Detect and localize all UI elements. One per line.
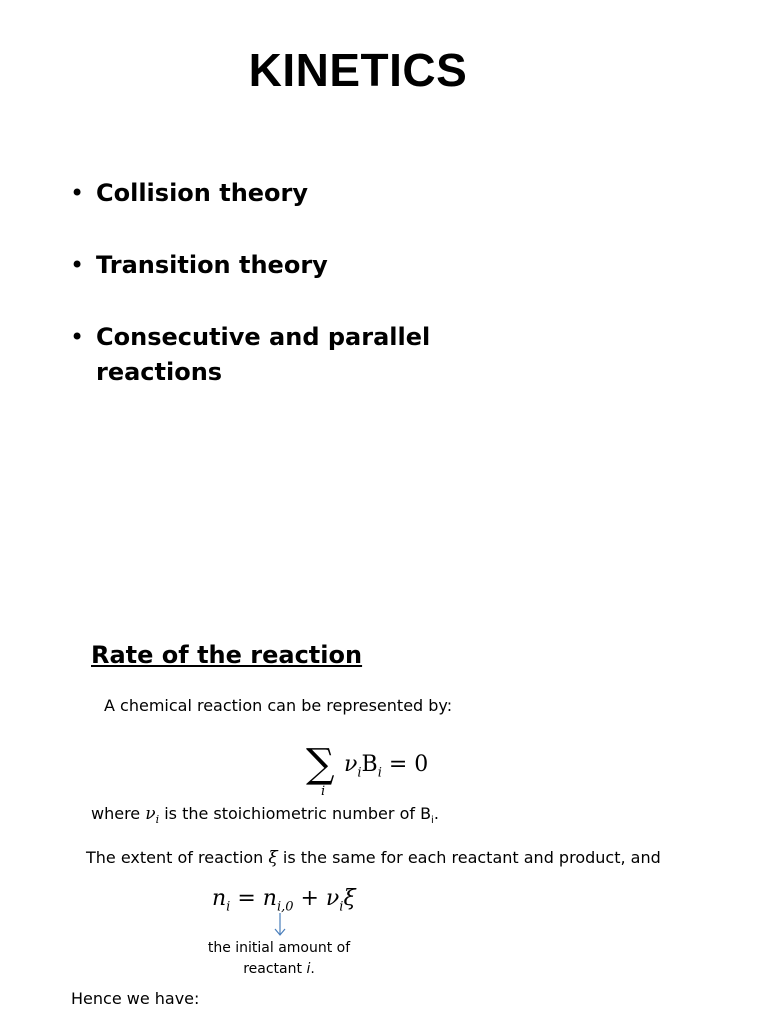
nu-subscript: i: [155, 813, 160, 827]
bullet-marker: •: [70, 251, 85, 279]
extent-text: [86, 848, 661, 868]
where-text: [91, 804, 439, 831]
reaction-equation: [306, 741, 446, 802]
arrow-down-icon: [273, 912, 287, 938]
bullet-marker: •: [70, 323, 85, 351]
equation-terms: [344, 752, 428, 780]
list-item-label: Collision theory: [96, 179, 309, 207]
list-item-transition-theory: [70, 248, 490, 283]
note-variable: i: [306, 961, 311, 977]
note-line-2-prefix: reactant: [243, 961, 307, 977]
topic-list: [70, 176, 490, 427]
list-item-collision-theory: [70, 176, 490, 211]
bullet-marker: •: [70, 179, 85, 207]
page-title: KINETICS: [248, 44, 468, 96]
b-symbol: B: [361, 752, 378, 777]
section-heading: Rate of the reaction: [91, 641, 363, 669]
n0-symbol: n: [262, 886, 277, 911]
note-line-2: [189, 959, 369, 980]
note-line-1: the initial amount of: [207, 940, 351, 956]
list-item-label: Consecutive and parallel reactions: [96, 323, 431, 386]
equation-rhs: = 0: [381, 752, 429, 777]
nu-subscript: i: [339, 899, 344, 915]
b-subscript: i: [431, 815, 434, 827]
extent-prefix: The extent of reaction: [86, 848, 269, 867]
where-suffix: .: [433, 804, 439, 823]
list-item-consecutive-parallel: [70, 320, 490, 390]
n-symbol: n: [212, 886, 227, 911]
note-line-2-suffix: .: [310, 961, 315, 977]
initial-amount-note: [189, 938, 369, 980]
summation-index: i: [321, 784, 326, 799]
hence-text: Hence we have:: [71, 989, 200, 1008]
nu-symbol: ν: [344, 752, 358, 777]
xi-symbol: ξ: [343, 886, 356, 911]
summation-symbol: ∑: [306, 741, 335, 787]
nu-symbol: ν: [325, 886, 340, 911]
amount-equation: [212, 886, 356, 914]
intro-text: A chemical reaction can be represented by:: [104, 696, 453, 715]
extent-suffix: is the same for each reactant and product, and: [277, 848, 661, 867]
nu-subscript: i: [357, 765, 362, 781]
where-prefix: where: [91, 804, 146, 823]
n0-subscript: i,0: [276, 899, 294, 915]
nu-symbol: ν: [145, 804, 156, 824]
b-subscript: i: [377, 765, 382, 781]
equals-sign: =: [230, 886, 263, 911]
xi-symbol: ξ: [268, 848, 278, 868]
list-item-label: Transition theory: [96, 251, 328, 279]
plus-sign: +: [293, 886, 326, 911]
where-middle: is the stoichiometric number of B: [159, 804, 432, 823]
n-subscript: i: [226, 899, 231, 915]
